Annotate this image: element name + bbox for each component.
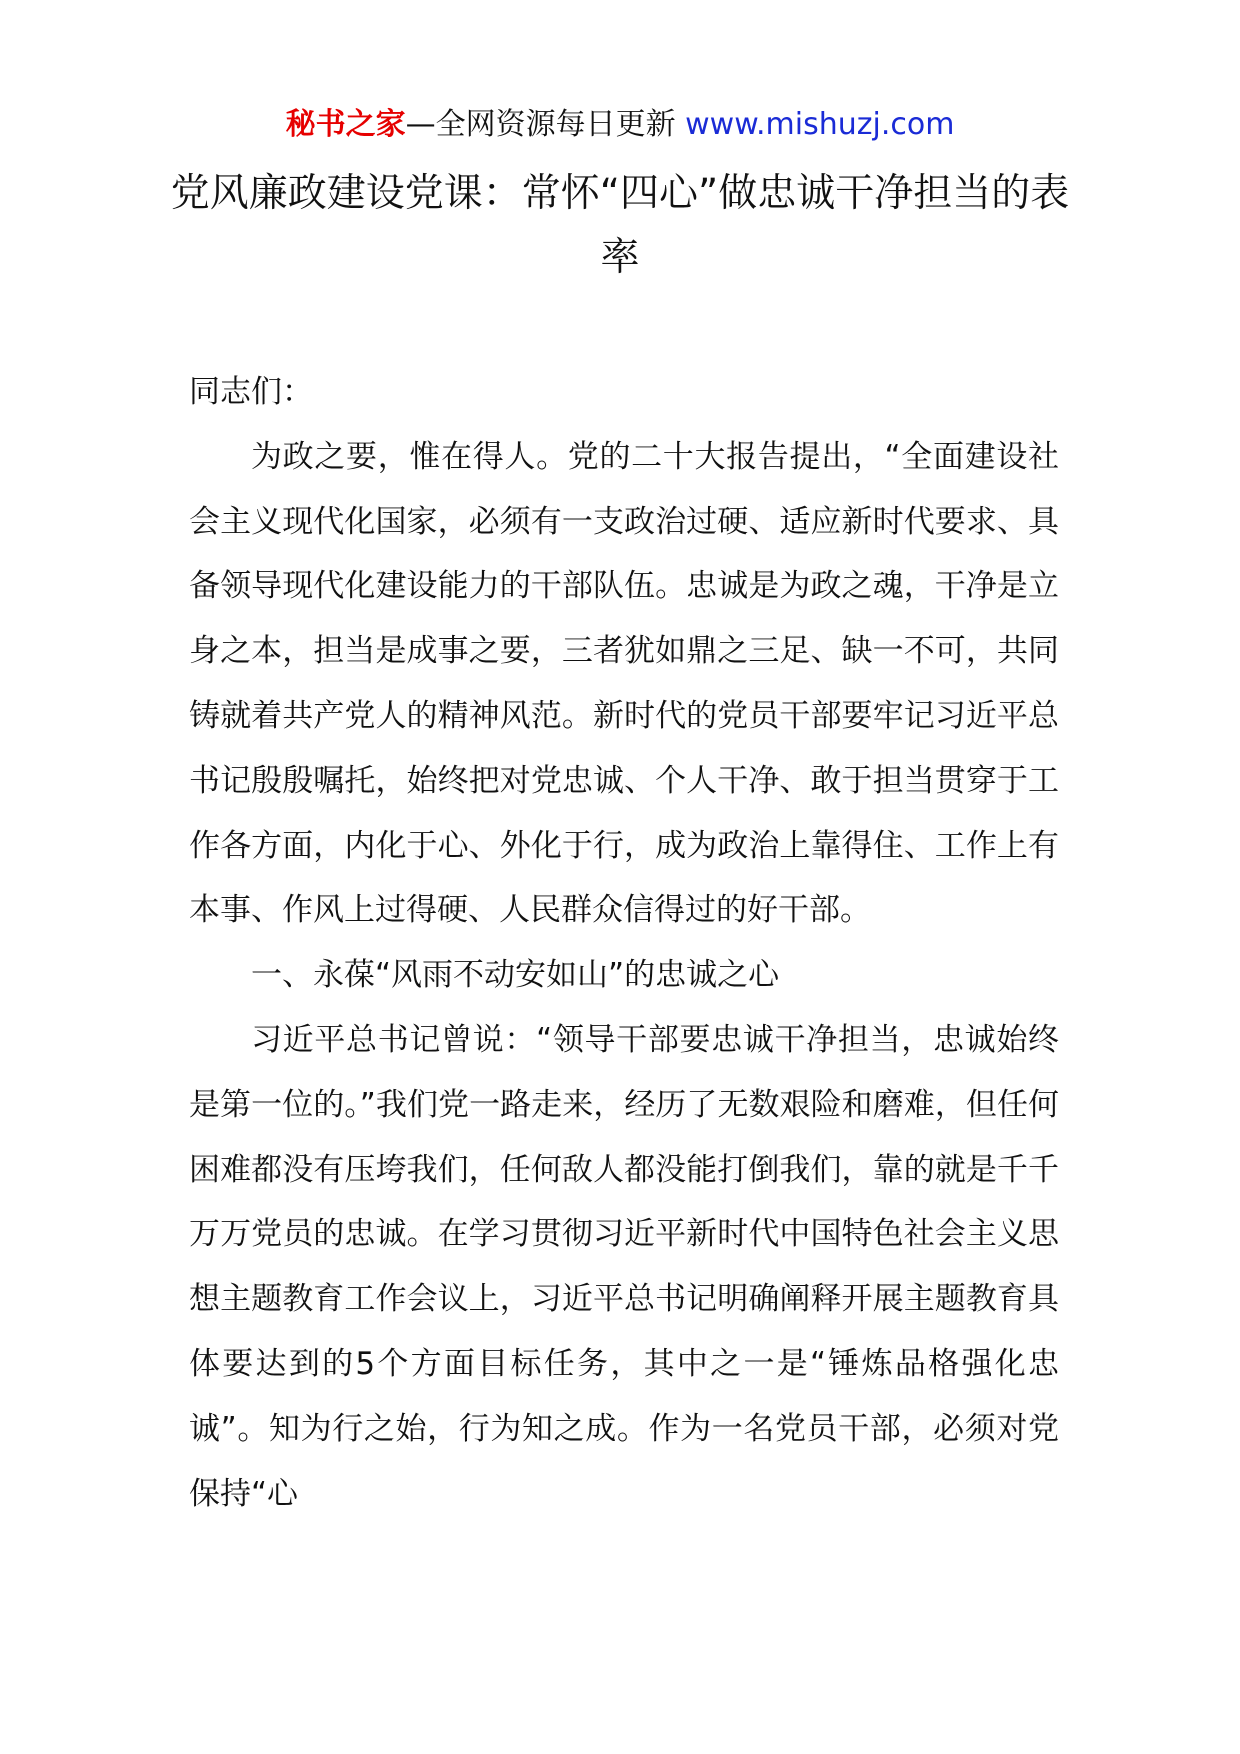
website-link[interactable]: www.mishuzj.com <box>685 107 955 142</box>
salutation: 同志们： <box>189 374 313 410</box>
document-title: 党风廉政建设党课：常怀“四心”做忠诚干净担当的表率 <box>170 171 1070 280</box>
watermark-header <box>0 98 1240 152</box>
document-body <box>189 360 1059 1526</box>
header-slogan: —全网资源每日更新 <box>405 107 686 142</box>
paragraph-intro: 为政之要，惟在得人。党的二十大报告提出，“全面建设社会主义现代化国家，必须有一支政治过硬、适应新时代要求、具备领导现代化建设能力的干部队伍。忠诚是为政之魂，干净是立身之本，担当是成事之要，三者犹如鼎之三足、缺一不可，共同铸就着共产党人的精神风范。新时代的党员干部要牢记习近平总书记殷殷嘱托，始终把对党忠诚、个人干净、敢于担当贯穿于工作各方面，内化于心、外化于行，成为政治上靠得住、工作上有本事、作风上过得硬、人民群众信得过的好干部。 <box>189 438 1059 929</box>
brand-name: 秘书之家 <box>285 107 406 142</box>
paragraph-loyalty: 习近平总书记曾说：“领导干部要忠诚干净担当，忠诚始终是第一位的。”我们党一路走来，经历了无数艰险和磨难，但任何困难都没有压垮我们，任何敌人都没能打倒我们，靠的就是千千万万党员的忠诚。在学习贯彻习近平新时代中国特色社会主义思想主题教育工作会议上，习近平总书记明确阐释开展主题教育具体要达到的5个方面目标任务，其中之一是“锤炼品格强化忠诚”。知为行之始，行为知之成。作为一名党员干部，必须对党保持“心 <box>189 1021 1059 1512</box>
section-heading: 一、永葆“风雨不动安如山”的忠诚之心 <box>251 957 780 994</box>
